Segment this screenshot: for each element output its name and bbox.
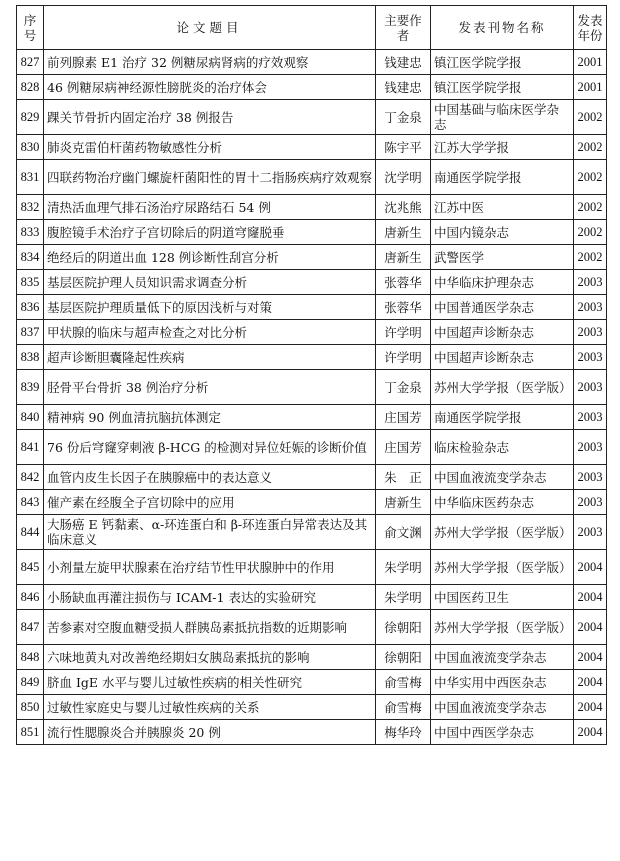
cell-paper-title: 超声诊断胆囊隆起性疾病 <box>44 345 376 370</box>
cell-serial-number: 839 <box>17 370 44 405</box>
cell-main-author: 丁金泉 <box>376 370 431 405</box>
cell-serial-number: 847 <box>17 610 44 645</box>
cell-paper-title: 大肠癌 E 钙黏素、α-环连蛋白和 β-环连蛋白异常表达及其临床意义 <box>44 515 376 550</box>
table-row <box>17 490 607 515</box>
cell-journal-name: 苏州大学学报（医学版） <box>431 515 574 550</box>
cell-publish-year: 2003 <box>574 405 607 430</box>
cell-serial-number: 838 <box>17 345 44 370</box>
table-row <box>17 245 607 270</box>
cell-main-author: 张蓉华 <box>376 270 431 295</box>
cell-publish-year: 2004 <box>574 695 607 720</box>
cell-journal-name: 中华临床医药杂志 <box>431 490 574 515</box>
cell-main-author: 俞雪梅 <box>376 695 431 720</box>
cell-publish-year: 2004 <box>574 610 607 645</box>
cell-paper-title: 前列腺素 E1 治疗 32 例糖尿病肾病的疗效观察 <box>44 50 376 75</box>
cell-journal-name: 临床检验杂志 <box>431 430 574 465</box>
cell-paper-title: 肺炎克雷伯杆菌药物敏感性分析 <box>44 135 376 160</box>
cell-journal-name: 苏州大学学报（医学版） <box>431 610 574 645</box>
cell-journal-name: 南通医学院学报 <box>431 160 574 195</box>
cell-serial-number: 843 <box>17 490 44 515</box>
cell-main-author: 朱学明 <box>376 550 431 585</box>
cell-serial-number: 846 <box>17 585 44 610</box>
cell-publish-year: 2002 <box>574 195 607 220</box>
cell-serial-number: 832 <box>17 195 44 220</box>
header-paper-title: 论文题目 <box>44 6 376 50</box>
cell-publish-year: 2003 <box>574 270 607 295</box>
cell-journal-name: 苏州大学学报（医学版） <box>431 370 574 405</box>
cell-journal-name: 中华实用中西医杂志 <box>431 670 574 695</box>
cell-paper-title: 流行性腮腺炎合并胰腺炎 20 例 <box>44 720 376 745</box>
cell-publish-year: 2004 <box>574 550 607 585</box>
cell-journal-name: 中国普通医学杂志 <box>431 295 574 320</box>
cell-main-author: 徐朝阳 <box>376 610 431 645</box>
header-journal-name: 发表刊物名称 <box>431 6 574 50</box>
table-row <box>17 515 607 550</box>
table-row <box>17 295 607 320</box>
cell-serial-number: 837 <box>17 320 44 345</box>
cell-journal-name: 镇江医学院学报 <box>431 50 574 75</box>
cell-paper-title: 基层医院护理质量低下的原因浅析与对策 <box>44 295 376 320</box>
cell-journal-name: 武警医学 <box>431 245 574 270</box>
cell-journal-name: 苏州大学学报（医学版） <box>431 550 574 585</box>
cell-main-author: 唐新生 <box>376 245 431 270</box>
cell-paper-title: 甲状腺的临床与超声检查之对比分析 <box>44 320 376 345</box>
cell-serial-number: 834 <box>17 245 44 270</box>
cell-main-author: 朱学明 <box>376 585 431 610</box>
cell-journal-name: 镇江医学院学报 <box>431 75 574 100</box>
cell-journal-name: 南通医学院学报 <box>431 405 574 430</box>
cell-journal-name: 中国内镜杂志 <box>431 220 574 245</box>
header-serial-number: 序号 <box>17 6 44 50</box>
cell-journal-name: 中国超声诊断杂志 <box>431 320 574 345</box>
cell-paper-title: 46 例糖尿病神经源性膀胱炎的治疗体会 <box>44 75 376 100</box>
cell-serial-number: 836 <box>17 295 44 320</box>
cell-serial-number: 827 <box>17 50 44 75</box>
cell-main-author: 钱建忠 <box>376 50 431 75</box>
cell-serial-number: 829 <box>17 100 44 135</box>
cell-paper-title: 小剂量左旋甲状腺素在治疗结节性甲状腺肿中的作用 <box>44 550 376 585</box>
table-row <box>17 345 607 370</box>
cell-paper-title: 绝经后的阴道出血 128 例诊断性刮宫分析 <box>44 245 376 270</box>
cell-main-author: 唐新生 <box>376 490 431 515</box>
cell-serial-number: 841 <box>17 430 44 465</box>
cell-paper-title: 苦参素对空腹血糖受损人群胰岛素抵抗指数的近期影响 <box>44 610 376 645</box>
cell-journal-name: 中华临床护理杂志 <box>431 270 574 295</box>
cell-journal-name: 江苏中医 <box>431 195 574 220</box>
cell-publish-year: 2003 <box>574 430 607 465</box>
cell-main-author: 俞文渊 <box>376 515 431 550</box>
cell-journal-name: 中国超声诊断杂志 <box>431 345 574 370</box>
cell-paper-title: 腹腔镜手术治疗子宫切除后的阴道穹窿脱垂 <box>44 220 376 245</box>
cell-publish-year: 2004 <box>574 585 607 610</box>
cell-publish-year: 2003 <box>574 345 607 370</box>
cell-publish-year: 2002 <box>574 160 607 195</box>
cell-serial-number: 845 <box>17 550 44 585</box>
cell-serial-number: 835 <box>17 270 44 295</box>
cell-journal-name: 中国中西医学杂志 <box>431 720 574 745</box>
publication-list-page <box>16 5 606 745</box>
cell-serial-number: 849 <box>17 670 44 695</box>
cell-serial-number: 848 <box>17 645 44 670</box>
table-row <box>17 370 607 405</box>
cell-serial-number: 831 <box>17 160 44 195</box>
cell-publish-year: 2002 <box>574 100 607 135</box>
cell-journal-name: 中国基础与临床医学杂志 <box>431 100 574 135</box>
table-row <box>17 645 607 670</box>
cell-publish-year: 2002 <box>574 245 607 270</box>
cell-main-author: 梅华玲 <box>376 720 431 745</box>
table-row <box>17 135 607 160</box>
cell-publish-year: 2001 <box>574 50 607 75</box>
cell-paper-title: 胫骨平台骨折 38 例治疗分析 <box>44 370 376 405</box>
cell-serial-number: 840 <box>17 405 44 430</box>
cell-paper-title: 催产素在经腹全子宫切除中的应用 <box>44 490 376 515</box>
cell-publish-year: 2003 <box>574 295 607 320</box>
cell-main-author: 丁金泉 <box>376 100 431 135</box>
cell-paper-title: 76 份后穹窿穿刺液 β-HCG 的检测对异位妊娠的诊断价值 <box>44 430 376 465</box>
cell-journal-name: 中国血液流变学杂志 <box>431 695 574 720</box>
cell-main-author: 庄国芳 <box>376 430 431 465</box>
cell-publish-year: 2003 <box>574 320 607 345</box>
table-row <box>17 75 607 100</box>
publication-table <box>16 5 607 745</box>
cell-paper-title: 脐血 IgE 水平与婴儿过敏性疾病的相关性研究 <box>44 670 376 695</box>
table-body <box>17 50 607 745</box>
cell-publish-year: 2003 <box>574 515 607 550</box>
cell-publish-year: 2003 <box>574 465 607 490</box>
table-row <box>17 270 607 295</box>
cell-paper-title: 血管内皮生长因子在胰腺癌中的表达意义 <box>44 465 376 490</box>
cell-main-author: 沈兆熊 <box>376 195 431 220</box>
cell-serial-number: 844 <box>17 515 44 550</box>
table-row <box>17 695 607 720</box>
cell-publish-year: 2001 <box>574 75 607 100</box>
table-row <box>17 430 607 465</box>
cell-main-author: 陈宇平 <box>376 135 431 160</box>
cell-main-author: 沈学明 <box>376 160 431 195</box>
cell-paper-title: 基层医院护理人员知识需求调查分析 <box>44 270 376 295</box>
cell-paper-title: 小肠缺血再灌注损伤与 ICAM-1 表达的实验研究 <box>44 585 376 610</box>
cell-serial-number: 830 <box>17 135 44 160</box>
cell-publish-year: 2002 <box>574 220 607 245</box>
table-row <box>17 405 607 430</box>
cell-journal-name: 中国血液流变学杂志 <box>431 465 574 490</box>
cell-paper-title: 过敏性家庭史与婴儿过敏性疾病的关系 <box>44 695 376 720</box>
cell-paper-title: 六味地黄丸对改善绝经期妇女胰岛素抵抗的影响 <box>44 645 376 670</box>
cell-main-author: 许学明 <box>376 320 431 345</box>
table-row <box>17 195 607 220</box>
header-main-author: 主要作者 <box>376 6 431 50</box>
table-row <box>17 100 607 135</box>
cell-serial-number: 851 <box>17 720 44 745</box>
cell-publish-year: 2003 <box>574 370 607 405</box>
cell-paper-title: 精神病 90 例血清抗脑抗体测定 <box>44 405 376 430</box>
cell-journal-name: 中国血液流变学杂志 <box>431 645 574 670</box>
table-row <box>17 550 607 585</box>
table-row <box>17 50 607 75</box>
cell-main-author: 唐新生 <box>376 220 431 245</box>
cell-main-author: 俞雪梅 <box>376 670 431 695</box>
cell-main-author: 朱 正 <box>376 465 431 490</box>
cell-publish-year: 2002 <box>574 135 607 160</box>
table-row <box>17 220 607 245</box>
table-row <box>17 160 607 195</box>
cell-main-author: 许学明 <box>376 345 431 370</box>
table-row <box>17 670 607 695</box>
cell-main-author: 钱建忠 <box>376 75 431 100</box>
table-row <box>17 585 607 610</box>
table-row <box>17 320 607 345</box>
table-row <box>17 720 607 745</box>
cell-journal-name: 中国医药卫生 <box>431 585 574 610</box>
cell-serial-number: 842 <box>17 465 44 490</box>
cell-main-author: 张蓉华 <box>376 295 431 320</box>
table-header-row <box>17 6 607 50</box>
cell-publish-year: 2003 <box>574 490 607 515</box>
cell-journal-name: 江苏大学学报 <box>431 135 574 160</box>
cell-serial-number: 828 <box>17 75 44 100</box>
cell-publish-year: 2004 <box>574 645 607 670</box>
cell-serial-number: 850 <box>17 695 44 720</box>
cell-paper-title: 清热活血理气排石汤治疗尿路结石 54 例 <box>44 195 376 220</box>
cell-serial-number: 833 <box>17 220 44 245</box>
cell-paper-title: 踝关节骨折内固定治疗 38 例报告 <box>44 100 376 135</box>
cell-publish-year: 2004 <box>574 670 607 695</box>
cell-main-author: 庄国芳 <box>376 405 431 430</box>
table-row <box>17 610 607 645</box>
cell-main-author: 徐朝阳 <box>376 645 431 670</box>
cell-publish-year: 2004 <box>574 720 607 745</box>
cell-paper-title: 四联药物治疗幽门螺旋杆菌阳性的胃十二指肠疾病疗效观察 <box>44 160 376 195</box>
table-row <box>17 465 607 490</box>
header-publish-year: 发表年份 <box>574 6 607 50</box>
